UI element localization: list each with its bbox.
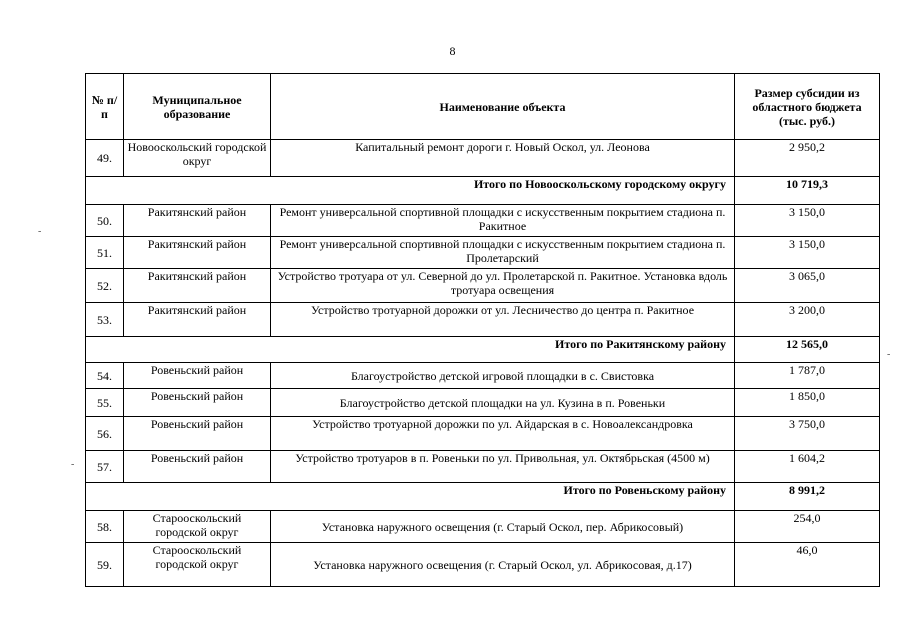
- row-municipality: Ракитянский район: [124, 205, 271, 237]
- total-label: Итого по Ровеньскому району: [86, 483, 735, 511]
- total-row: [86, 177, 880, 205]
- scan-mark: -: [887, 349, 891, 360]
- total-row: [86, 483, 880, 511]
- row-object: Устройство тротуарной дорожки по ул. Айдарская в с. Новоалександровка: [271, 417, 735, 451]
- row-num: 57.: [86, 451, 124, 483]
- table-row: [86, 237, 880, 269]
- row-object: Ремонт универсальной спортивной площадки с искусственным покрытием стадиона п. Ракитное: [271, 205, 735, 237]
- row-num: 50.: [86, 205, 124, 237]
- table-row: [86, 389, 880, 417]
- table-row: [86, 363, 880, 389]
- row-amount: 3 750,0: [735, 417, 880, 451]
- table-row: [86, 205, 880, 237]
- row-amount: 2 950,2: [735, 140, 880, 177]
- row-num: 54.: [86, 363, 124, 389]
- total-label: Итого по Новооскольскому городскому округу: [86, 177, 735, 205]
- table-row: [86, 269, 880, 303]
- row-amount: 3 150,0: [735, 205, 880, 237]
- total-row: [86, 337, 880, 363]
- total-label: Итого по Ракитянскому району: [86, 337, 735, 363]
- row-object: Установка наружного освещения (г. Старый Оскол, пер. Абрикосовый): [271, 511, 735, 543]
- header-amount: Размер субсидии из областного бюджета (тыс. руб.): [735, 74, 880, 140]
- row-amount: 1 604,2: [735, 451, 880, 483]
- row-municipality: Ровеньский район: [124, 451, 271, 483]
- row-num: 53.: [86, 303, 124, 337]
- table-row: [86, 417, 880, 451]
- row-municipality: Ровеньский район: [124, 417, 271, 451]
- row-municipality: Старооскольский городской округ: [124, 543, 271, 587]
- row-object: Ремонт универсальной спортивной площадки с искусственным покрытием стадиона п. Пролетарский: [271, 237, 735, 269]
- table-row: [86, 140, 880, 177]
- header-num: № п/п: [86, 74, 124, 140]
- subsidy-table: [85, 73, 880, 587]
- row-amount: 1 850,0: [735, 389, 880, 417]
- table-row: [86, 511, 880, 543]
- row-num: 56.: [86, 417, 124, 451]
- page-number: 8: [449, 44, 456, 58]
- total-amount: 12 565,0: [735, 337, 880, 363]
- row-amount: 3 065,0: [735, 269, 880, 303]
- row-municipality: Ракитянский район: [124, 237, 271, 269]
- row-municipality: Новооскольский городской округ: [124, 140, 271, 177]
- scan-mark: -: [71, 459, 75, 470]
- row-object: Устройство тротуара от ул. Северной до ул. Пролетарской п. Ракитное. Установка вдоль тротуара освещения: [271, 269, 735, 303]
- row-object: Установка наружного освещения (г. Старый Оскол, ул. Абрикосовая, д.17): [271, 543, 735, 587]
- row-object: Благоустройство детской игровой площадки в с. Свистовка: [271, 363, 735, 389]
- row-amount: 1 787,0: [735, 363, 880, 389]
- total-amount: 10 719,3: [735, 177, 880, 205]
- row-municipality: Ракитянский район: [124, 303, 271, 337]
- row-object: Благоустройство детской площадки на ул. Кузина в п. Ровеньки: [271, 389, 735, 417]
- table-row: [86, 303, 880, 337]
- row-num: 49.: [86, 140, 124, 177]
- row-municipality: Ракитянский район: [124, 269, 271, 303]
- row-num: 58.: [86, 511, 124, 543]
- row-municipality: Старооскольский городской округ: [124, 511, 271, 543]
- total-amount: 8 991,2: [735, 483, 880, 511]
- table-row: [86, 543, 880, 587]
- row-object: Капитальный ремонт дороги г. Новый Оскол, ул. Леонова: [271, 140, 735, 177]
- header-municipality: Муниципальное образование: [124, 74, 271, 140]
- row-amount: 254,0: [735, 511, 880, 543]
- row-num: 55.: [86, 389, 124, 417]
- row-num: 52.: [86, 269, 124, 303]
- scan-mark: -: [38, 226, 42, 237]
- row-num: 51.: [86, 237, 124, 269]
- row-municipality: Ровеньский район: [124, 389, 271, 417]
- table-header-row: [86, 74, 880, 140]
- row-municipality: Ровеньский район: [124, 363, 271, 389]
- row-amount: 46,0: [735, 543, 880, 587]
- row-amount: 3 150,0: [735, 237, 880, 269]
- row-amount: 3 200,0: [735, 303, 880, 337]
- header-object: Наименование объекта: [271, 74, 735, 140]
- row-object: Устройство тротуаров в п. Ровеньки по ул. Привольная, ул. Октябрьская (4500 м): [271, 451, 735, 483]
- row-object: Устройство тротуарной дорожки от ул. Лесничество до центра п. Ракитное: [271, 303, 735, 337]
- table-row: [86, 451, 880, 483]
- row-num: 59.: [86, 543, 124, 587]
